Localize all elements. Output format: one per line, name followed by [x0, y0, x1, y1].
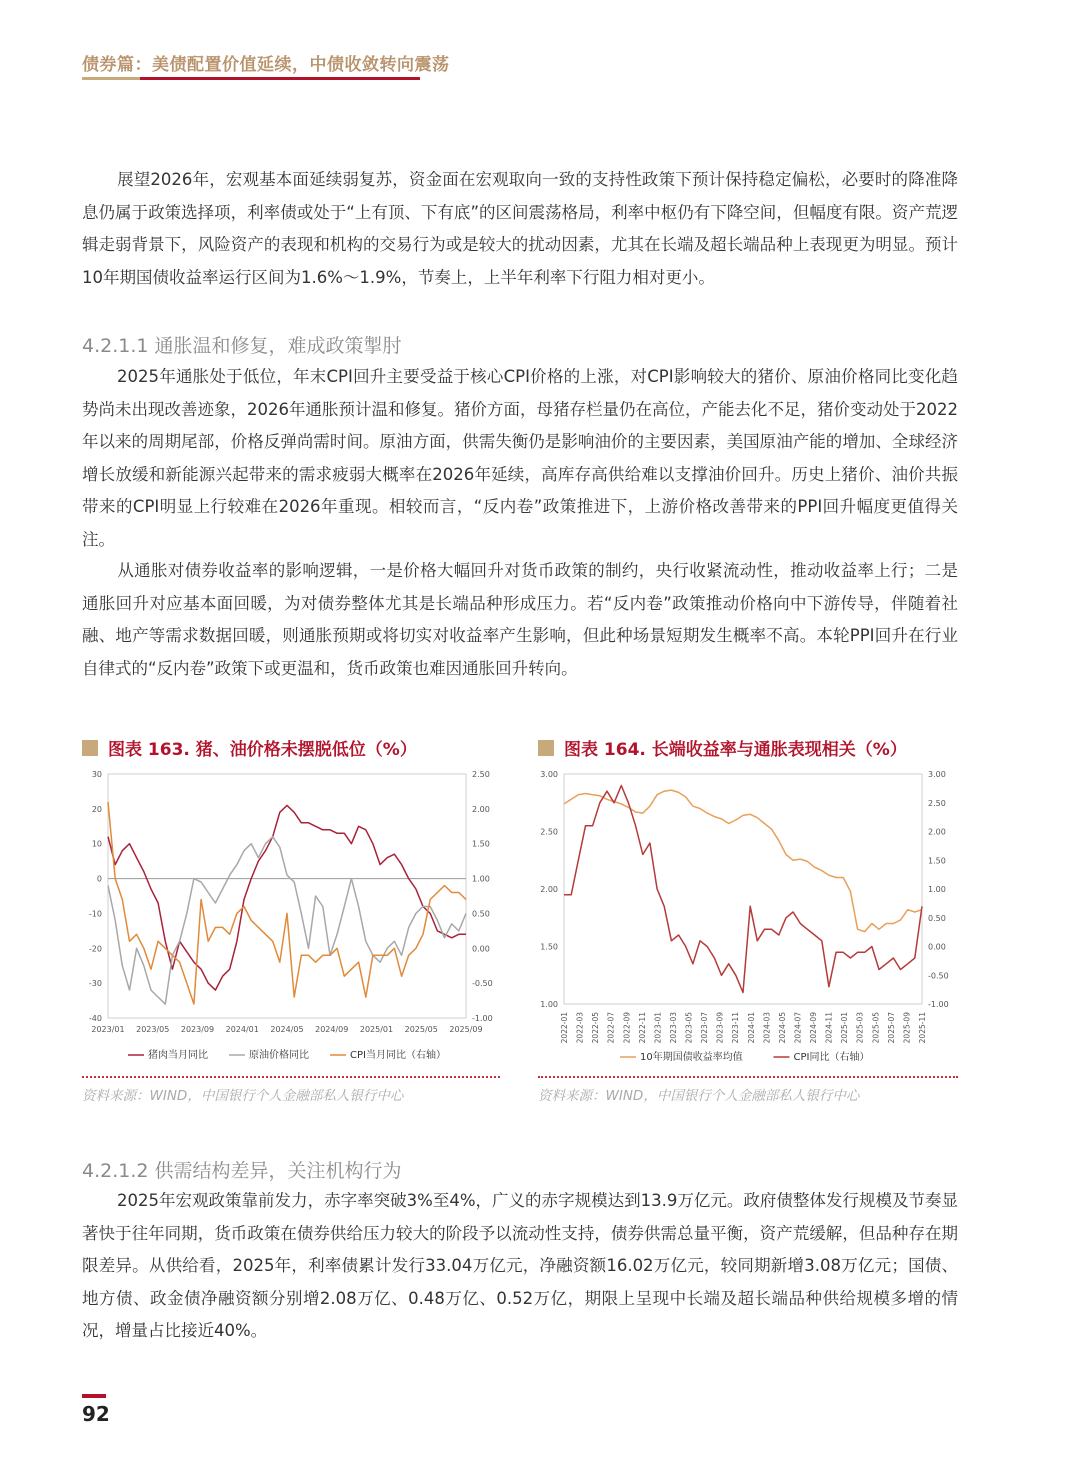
paragraph-inflation-2 — [82, 555, 958, 685]
chart2-right-tick: 1.00 — [928, 885, 946, 894]
chart1-left-tick: -20 — [88, 944, 102, 954]
chart1-right-tick: 0.00 — [472, 944, 490, 954]
chart-164-divider — [538, 1076, 958, 1078]
chart2-x-tick: 2025-11 — [918, 1012, 927, 1044]
chart2-x-tick: 2022-11 — [637, 1012, 647, 1044]
chart2-legend-label-1: CPI同比（右轴） — [793, 1052, 870, 1063]
chart1-left-tick: 20 — [91, 804, 102, 814]
page-number-bar — [82, 1394, 106, 1398]
chart-164-title-text: 图表 164. 长端收益率与通胀表现相关（%） — [564, 740, 907, 760]
chart1-left-tick: 10 — [91, 839, 102, 849]
chart-163-title-square — [82, 740, 98, 756]
chart-163-source: 资料来源：WIND，中国银行个人金融部私人银行中心 — [82, 1088, 404, 1104]
chart1-legend-label-2: CPI当月同比（右轴） — [350, 1050, 446, 1061]
chart1-x-tick: 2023/05 — [136, 1025, 170, 1034]
chart2-x-tick: 2025-05 — [871, 1012, 881, 1044]
chart2-right-tick: 2.00 — [928, 827, 946, 837]
chart2-right-tick: -0.50 — [928, 971, 949, 981]
chart2-right-tick: 2.50 — [928, 798, 946, 808]
paragraph-outlook — [82, 164, 958, 294]
chart2-x-tick: 2025-07 — [886, 1012, 896, 1044]
chart2-x-tick: 2023-07 — [700, 1012, 710, 1044]
chart2-left-tick: 1.50 — [540, 942, 558, 952]
chart2-series-line-0 — [564, 790, 922, 932]
chart2-right-tick: 0.00 — [928, 942, 946, 952]
section-heading-inflation: 4.2.1.1 通胀温和修复，难成政策掣肘 — [82, 335, 402, 357]
chart1-x-tick: 2025/05 — [404, 1025, 438, 1034]
chart2-x-tick: 2023-03 — [668, 1012, 678, 1044]
chart2-x-tick: 2024-09 — [809, 1012, 819, 1044]
chart2-x-tick: 2024-11 — [824, 1012, 834, 1044]
chart1-legend-label-0: 猪肉当月同比 — [148, 1050, 208, 1061]
chart1-right-tick: -1.00 — [472, 1014, 493, 1023]
chart1-left-tick: -10 — [88, 909, 102, 919]
chart2-right-tick: 3.00 — [928, 770, 946, 779]
chart1-right-tick: -0.50 — [472, 979, 493, 989]
chart-163-divider — [82, 1076, 500, 1078]
chart2-x-tick: 2023-09 — [715, 1012, 725, 1044]
chart1-x-tick: 2024/09 — [315, 1025, 349, 1034]
chart1-x-tick: 2023/01 — [91, 1025, 125, 1034]
chart2-x-tick: 2024-03 — [762, 1012, 772, 1044]
chart2-x-tick: 2022-03 — [575, 1012, 585, 1044]
chart1-left-tick: -30 — [88, 979, 102, 989]
chart2-x-tick: 2025-01 — [840, 1012, 850, 1044]
paragraph-inflation-2-text: 从通胀对债券收益率的影响逻辑，一是价格大幅回升对货币政策的制约，央行收紧流动性，推动收益率上行；二是通胀回升对应基本面回暖，为对债券整体尤其是长端品种形成压力。若“反内卷”政策推动价格向中下游传导，伴随着社融、地产等需求数据回暖，则通胀预期或将切实对收益率产生影响，但此种场景短期发生概率不高。本轮PPI回升在行业自律式的“反内卷”政策下或更温和，货币政策也难因通胀回升转向。 — [82, 561, 958, 678]
paragraph-supply — [82, 1185, 958, 1348]
chart1-right-tick: 2.50 — [472, 770, 490, 779]
chart-164-title — [538, 735, 907, 760]
chart1-x-tick: 2024/01 — [225, 1025, 259, 1034]
chart1-x-tick: 2024/05 — [270, 1025, 304, 1034]
chart1-right-tick: 2.00 — [472, 804, 490, 814]
chart1-plot-frame — [108, 774, 466, 1018]
chart1-right-tick: 0.50 — [472, 909, 490, 919]
chart1-legend-label-1: 原油价格同比 — [249, 1050, 309, 1061]
chart1-series-line-2 — [108, 802, 466, 1004]
header-underline — [140, 77, 420, 80]
chart2-x-tick: 2025-09 — [902, 1012, 912, 1044]
paragraph-outlook-text: 展望2026年，宏观基本面延续弱复苏，资金面在宏观取向一致的支持性政策下预计保持稳定偏松，必要时的降准降息仍属于政策选择项，利率债或处于“上有顶、下有底”的区间震荡格局，利率中枢仍有下降空间，但幅度有限。资产荒逻辑走弱背景下，风险资产的表现和机构的交易行为或是较大的扰动因素，尤其在长端及超长端品种上表现更为明显。预计10年期国债收益率运行区间为1.6%～1.9%，节奏上，上半年利率下行阻力相对更小。 — [82, 170, 958, 287]
chart1-left-tick: -40 — [88, 1014, 102, 1023]
chart2-right-tick: 0.50 — [928, 913, 946, 923]
chart1-right-tick: 1.50 — [472, 839, 490, 849]
chart-164-svg — [538, 760, 958, 1068]
chart2-plot-frame — [564, 774, 922, 1004]
chart2-right-tick: 1.50 — [928, 856, 946, 866]
chart2-right-tick: -1.00 — [928, 1000, 949, 1009]
chart2-x-tick: 2023-05 — [684, 1012, 694, 1044]
chart2-left-tick: 1.00 — [540, 1000, 558, 1009]
chart2-x-tick: 2025-03 — [855, 1012, 865, 1044]
chart2-x-tick: 2022-05 — [591, 1012, 601, 1044]
chart2-x-tick: 2024-07 — [793, 1012, 803, 1044]
chart1-x-tick: 2025/01 — [359, 1025, 394, 1034]
paragraph-inflation-1-text: 2025年通胀处于低位，年末CPI回升主要受益于核心CPI价格的上涨，对CPI影响较大的猪价、原油价格同比变化趋势尚未出现改善迹象，2026年通胀预计温和修复。猪价方面，母猪存栏量仍在高位，产能去化不足，猪价变动处于2022年以来的周期尾部，价格反弹尚需时间。原油方面，供需失衡仍是影响油价的主要因素，美国原油产能的增加、全球经济增长放缓和新能源兴起带来的需求疲弱大概率在2026年延续，高库存高供给难以支撑油价回升。历史上猪价、油价共振带来的CPI明显上行较难在2026年重现。相较而言，“反内卷”政策推进下，上游价格改善带来的PPI回升幅度更值得关注。 — [82, 367, 958, 549]
chart1-right-tick: 1.00 — [472, 874, 490, 884]
chart2-x-tick: 2023-01 — [653, 1012, 663, 1044]
chart1-x-tick: 2023/09 — [180, 1025, 215, 1034]
chart1-x-tick: 2025/09 — [449, 1025, 483, 1034]
chart2-left-tick: 2.50 — [540, 827, 558, 837]
chart1-left-tick: 0 — [96, 874, 102, 884]
chart2-legend-label-0: 10年期国债收益率均值 — [640, 1052, 743, 1063]
paragraph-inflation-1 — [82, 361, 958, 556]
header-accent-bar — [82, 77, 140, 80]
chart-163-title — [82, 735, 417, 760]
chart-164-title-square — [538, 740, 554, 756]
chart-163-svg — [82, 760, 500, 1068]
paragraph-supply-text: 2025年宏观政策靠前发力，赤字率突破3%至4%，广义的赤字规模达到13.9万亿元。政府债整体发行规模及节奏显著快于往年同期，货币政策在债券供给压力较大的阶段予以流动性支持，债券供需总量平衡，资产荒缓解，但品种存在期限差异。从供给看，2025年，利率债累计发行33.04万亿元，净融资额16.02万亿元，较同期新增3.08万亿元；国债、地方债、政金债净融资额分别增2.08万亿、0.48万亿、0.52万亿，期限上呈现中长端及超长端品种供给规模多增的情况，增量占比接近40%。 — [82, 1191, 958, 1340]
chart2-x-tick: 2022-01 — [560, 1012, 569, 1044]
chart2-left-tick: 2.00 — [540, 885, 558, 894]
section-heading-supply: 4.2.1.2 供需结构差异，关注机构行为 — [82, 1160, 402, 1182]
chart2-x-tick: 2024-05 — [777, 1012, 787, 1044]
chart2-series-line-1 — [564, 786, 922, 993]
chart-163-title-text: 图表 163. 猪、油价格未摆脱低位（%） — [108, 740, 417, 760]
chart-164-source: 资料来源：WIND，中国银行个人金融部私人银行中心 — [538, 1088, 860, 1104]
chart2-x-tick: 2023-11 — [731, 1012, 741, 1044]
chart2-left-tick: 3.00 — [540, 770, 558, 779]
chart1-left-tick: 30 — [91, 770, 102, 779]
chart2-x-tick: 2024-01 — [746, 1012, 756, 1044]
header-title: 债券篇：美债配置价值延续，中债收敛转向震荡 — [82, 55, 450, 75]
chart2-x-tick: 2022-07 — [606, 1012, 616, 1044]
chart1-series-line-0 — [108, 805, 466, 990]
chart2-x-tick: 2022-09 — [622, 1012, 632, 1044]
page-number: 92 — [82, 1402, 110, 1426]
